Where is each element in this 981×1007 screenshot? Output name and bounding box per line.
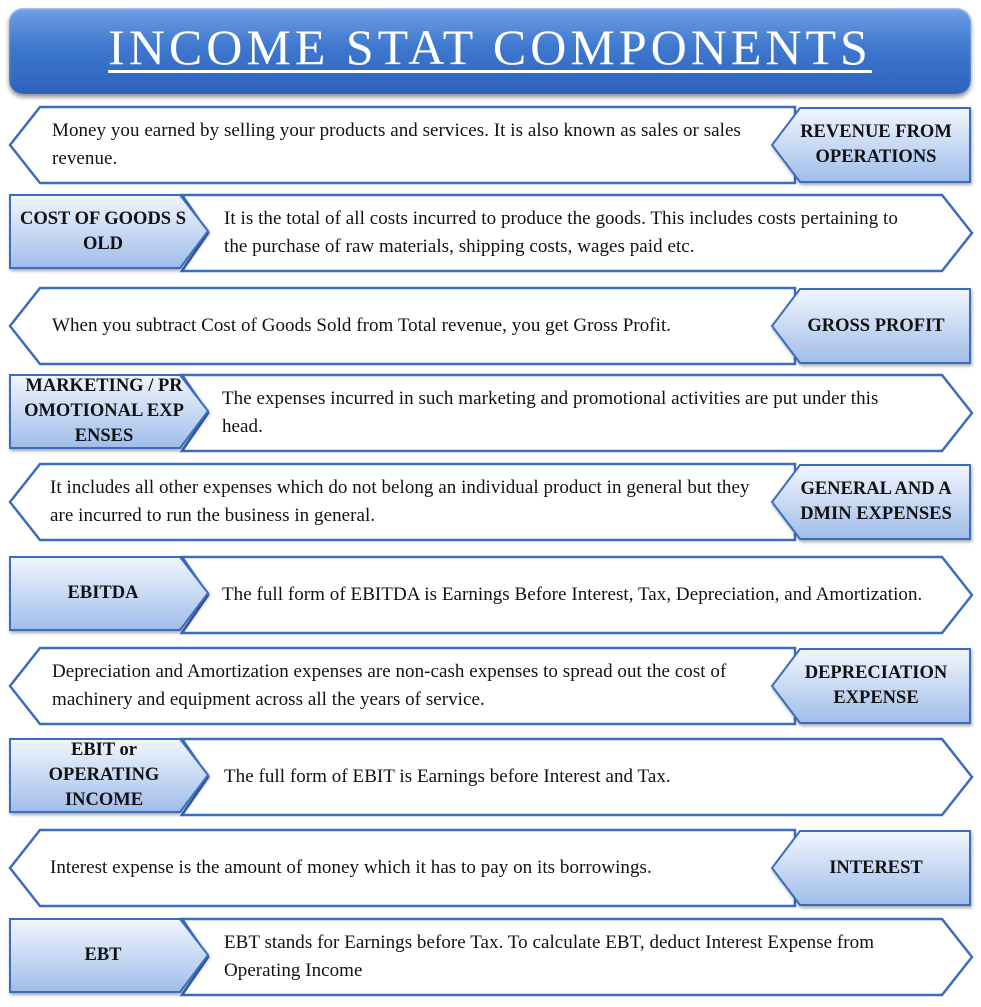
component-row-cogs — [0, 192, 981, 274]
component-row-general-admin — [0, 461, 981, 543]
component-description: Interest expense is the amount of money which it has to pay on its borrowings. — [50, 857, 652, 878]
component-label: COST OF GOODS SOLD — [19, 208, 187, 254]
component-label: MARKETING / PROMOTIONAL EXPENSES — [24, 376, 184, 446]
component-row-depreciation — [0, 645, 981, 727]
component-row-gross-profit — [0, 285, 981, 367]
component-label: EBIT or OPERATING INCOME — [48, 740, 160, 810]
component-description: The full form of EBIT is Earnings before Interest and Tax. — [224, 766, 671, 787]
component-row-ebt — [0, 916, 981, 998]
component-label: INTEREST — [829, 857, 923, 878]
component-description: The expenses incurred in such marketing and promotional activities are put under this head. — [222, 388, 879, 437]
page-title: INCOME STAT COMPONENTS — [108, 19, 872, 75]
component-label: GROSS PROFIT — [807, 315, 945, 336]
component-label: GENERAL AND ADMIN EXPENSES — [800, 479, 952, 524]
component-description: Depreciation and Amortization expenses are non-cash expenses to spread out the cost of machinery and equipment across all the years of service. — [52, 661, 727, 710]
component-label: DEPRECIATION EXPENSE — [804, 663, 948, 708]
title-banner — [9, 8, 971, 94]
component-row-marketing — [0, 372, 981, 454]
component-row-interest — [0, 827, 981, 909]
component-description: It is the total of all costs incurred to produce the goods. This includes costs pertaining to the purchase of raw materials, shipping costs, wages paid etc. — [224, 208, 898, 257]
component-description: EBT stands for Earnings before Tax. To calculate EBT, deduct Interest Expense from Operating Income — [224, 932, 875, 981]
component-row-ebit — [0, 736, 981, 818]
component-description: Money you earned by selling your products and services. It is also known as sales or sales revenue. — [52, 120, 741, 169]
component-label: REVENUE FROM OPERATIONS — [800, 122, 952, 167]
component-row-revenue — [0, 104, 981, 186]
component-description: It includes all other expenses which do not belong an individual product in general but they are incurred to run the business in general. — [50, 477, 750, 526]
component-row-ebitda — [0, 554, 981, 636]
component-description: The full form of EBITDA is Earnings Before Interest, Tax, Depreciation, and Amortization. — [222, 584, 923, 605]
component-description: When you subtract Cost of Goods Sold from Total revenue, you get Gross Profit. — [52, 315, 672, 336]
component-label: EBITDA — [67, 583, 139, 603]
component-label: EBT — [84, 945, 122, 965]
